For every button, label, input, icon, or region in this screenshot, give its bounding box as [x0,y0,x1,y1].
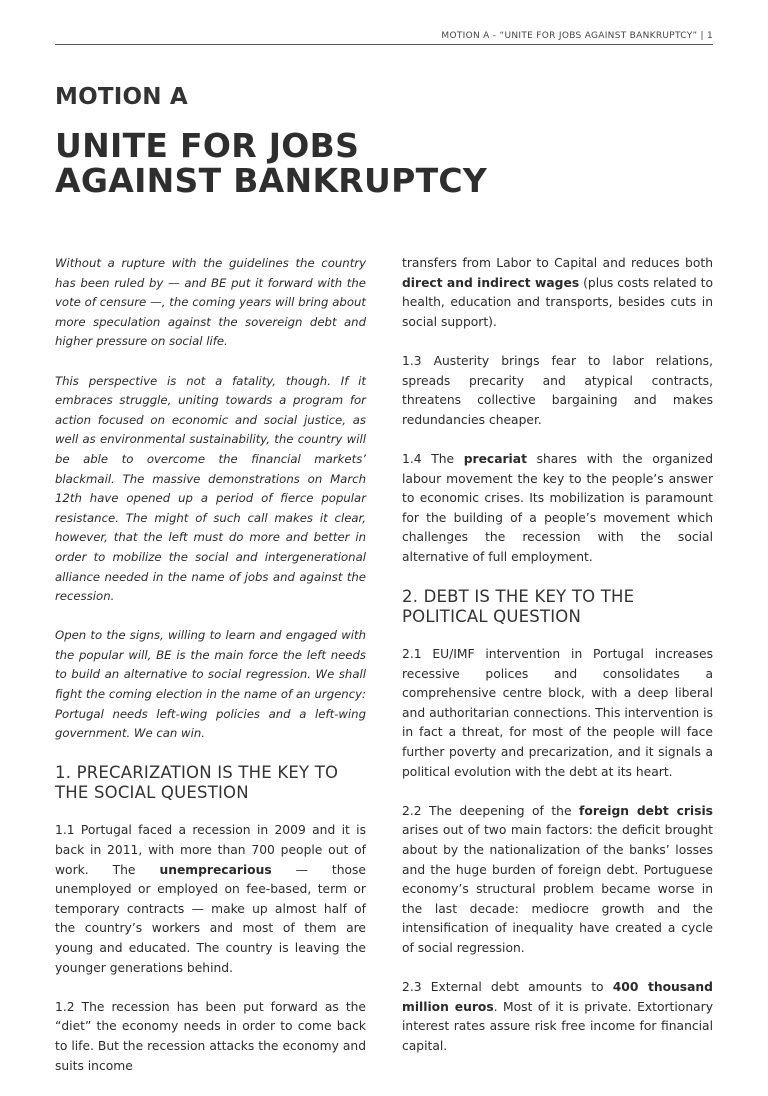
intro-paragraph-2: This perspective is not a fatality, though. If it embraces struggle, uniting towards a program for action focused on economic and social justice, as well as environmental sustainability, the country will be able to overcome the financial markets’ blackmail. The massive demonstrations on March 12th have opened up a period of fierce popular resistance. The might of such call makes it clear, however, that the left must do more and better in order to mobilize the social and intergenerational alliance needed in the name of jobs and against the recession. [55,373,366,604]
paragraph-1-3: 1.3 Austerity brings fear to labor relations, spreads precarity and atypical contracts, threatens collective bargaining and makes redundancies cheaper. [402,353,713,427]
section-1-heading: 1. PRECARIZATION IS THE KEY TO THE SOCIAL QUESTION [55,763,339,803]
intro-paragraph-1: Without a rupture with the guidelines the country has been ruled by — and BE put it forward with the vote of censure —, the coming years will bring about more speculation against the sovereign debt and higher pressure on social life. [55,256,366,349]
title-line-1: UNITE FOR JOBS [55,126,360,165]
paragraph-1-2-cont-text-a: transfers from Labor to Capital and reduces both [402,256,713,270]
paragraph-2-2-bold: foreign debt crisis [579,803,713,818]
paragraph-1-2-cont-bold: direct and indirect wages [402,275,580,290]
paragraph-2-2 [402,802,713,959]
paragraph-1-2: 1.2 The recession has been put forward as the “diet” the economy needs in order to come back to life. But the recession attacks the economy and suits income [55,999,366,1073]
motion-kicker: MOTION A [55,84,188,110]
paragraph-2-2-text-b: arises out of two main factors: the deficit brought about by the nationalization of the banks’ losses and the huge burden of foreign debt. Portuguese economy’s structural problem became worse in the last decade: mediocre growth and the intensification of inequality have created a cycle of social regression. [402,823,713,955]
paragraph-1-1-text-a: 1.1 Portugal faced a recession in 2009 and it is back in 2011, with more than 700 people out of work. The [55,823,366,877]
paragraph-2-3 [402,978,713,1056]
paragraph-2-3-bold: 400 thousand million euros [402,980,713,1014]
title-line-2: AGAINST BANKRUPTCY [55,161,488,200]
intro-paragraph-3: Open to the signs, willing to learn and engaged with the popular will, BE is the main force the left needs to build an alternative to social regression. We shall fight the coming election in the name of an urgency: Portugal needs left-wing policies and a left-wing government. We can win. [55,628,366,741]
right-column [402,254,713,1076]
section-2-heading: 2. DEBT IS THE KEY TO THE POLITICAL QUESTION [402,587,635,627]
paragraph-1-1-bold: unemprecarious [159,862,272,877]
left-column [55,254,366,1096]
paragraph-2-2-text-a: 2.2 The deepening of the [402,803,580,818]
paragraph-1-2-cont-text-b: (plus costs related to health, education and transports, besides cuts in social support). [402,275,713,329]
paragraph-1-2-continued [402,254,713,332]
running-head: MOTION A - “UNITE FOR JOBS AGAINST BANKRUPTCY” | 1 [441,31,713,41]
paragraph-1-4-bold: precariat [463,451,527,466]
paragraph-1-4-text-b: shares with the organized labour movement the key to the people’s answer to economic crises. Its mobilization is paramount for the building of a people’s movement which challenges the recession with the social alternative of full employment. [402,451,713,564]
header-rule [55,44,713,45]
paragraph-1-1 [55,821,366,978]
paragraph-1-4-text-a: 1.4 The [402,451,464,466]
paragraph-1-1-text-b: — those unemployed or employed on fee-based, term or temporary contracts — make up almost half of the country’s workers and most of them are young and educated. The country is leaving the younger generations behind. [55,862,366,975]
paragraph-2-1: 2.1 EU/IMF intervention in Portugal increases recessive polices and consolidates a comprehensive centre block, with a deep liberal and authoritarian connections. This intervention is in fact a threat, for most of the people will face further poverty and precarization, and it signals a political evolution with the debt at its heart. [402,647,713,779]
paragraph-1-4 [402,450,713,568]
page-title [55,128,655,198]
paragraph-2-3-text-b: . Most of it is private. Extortionary interest rates assure risk free income for financial capital. [402,999,713,1053]
paragraph-2-3-text-a: 2.3 External debt amounts to [402,980,613,995]
